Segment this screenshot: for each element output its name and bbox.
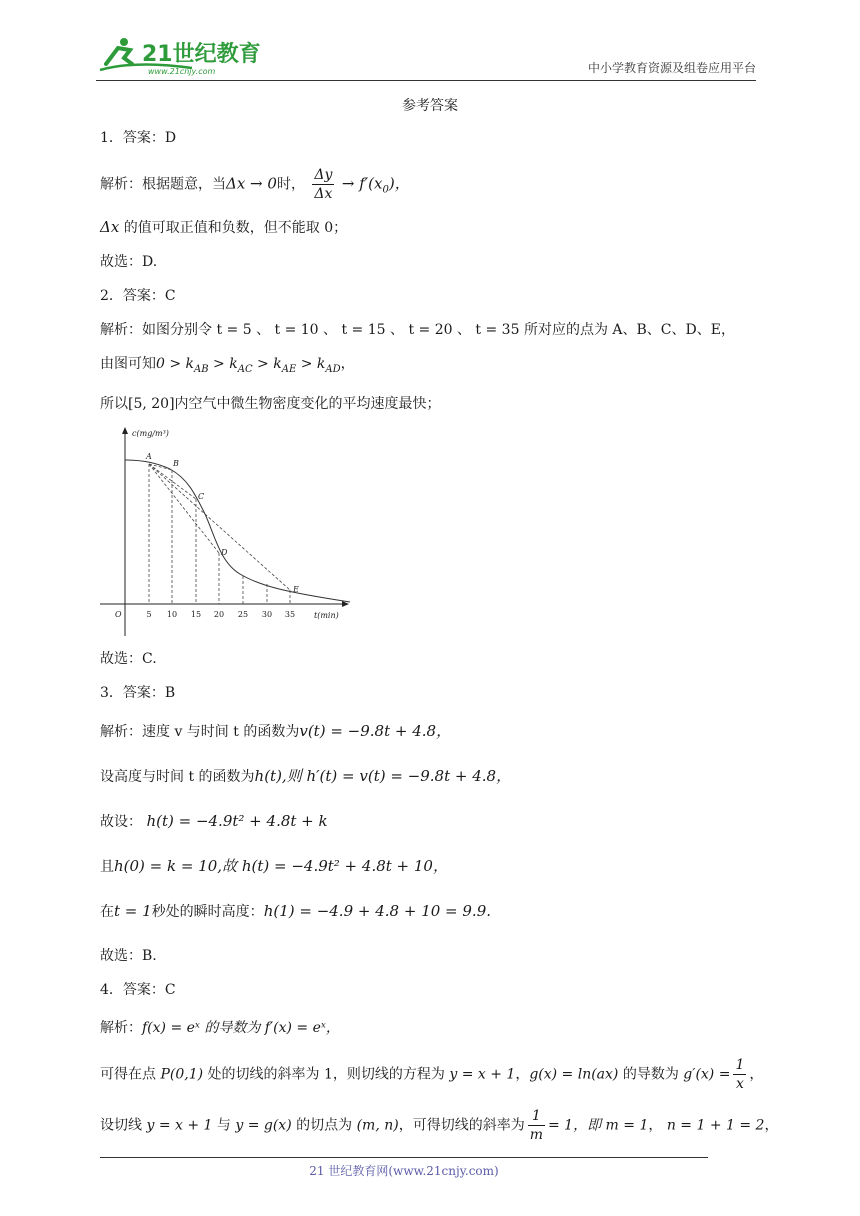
logo: [96, 34, 266, 76]
point-label: E: [293, 584, 299, 594]
q1-analysis-line1: 解析：根据题意，当Δx → 0时， $\frac{\Delta y}{\Delta x}$ → $f'(x_0)$，: [100, 167, 410, 202]
x-axis-label: t(min): [314, 610, 339, 620]
q4-analysis-line2: 可得在点 P(0,1) 处的切线的斜率为 1，则切线的方程为 y = x + 1，g(x) = ln(ax) 的导数为 g′(x) = $\frac{1}{x}$ ，: [100, 1056, 764, 1092]
q1-analysis-line2: Δx 的值可取正值和负数，但不能取 0；: [100, 218, 348, 236]
q3-choose: 故选：B.: [100, 947, 157, 964]
origin-label: O: [115, 609, 122, 619]
page-footer: 21 世纪教育网(www.21cnjy.com): [100, 1157, 708, 1179]
header-platform-text: 中小学教育资源及组卷应用平台: [587, 61, 756, 75]
point-label: D: [221, 547, 228, 557]
page-header: [96, 30, 756, 81]
density-time-graph: [100, 424, 360, 639]
tick-label: 5: [146, 609, 152, 619]
q1-frac-den: Δx: [314, 186, 333, 202]
q1-choose: 故选：D.: [100, 254, 158, 270]
point-label: B: [173, 458, 179, 468]
q4-analysis-line1: 解析：f(x) = eˣ 的导数为 f′(x) = eˣ，: [100, 1019, 340, 1036]
q3-analysis-line5: 在t = 1秒处的瞬时高度：h(1) = −4.9 + 4.8 + 10 = 9.9.: [100, 901, 492, 920]
page-title: 参考答案: [402, 98, 458, 114]
q2-answer: 2．答案：C: [100, 288, 176, 304]
q1-frac-num: Δy: [314, 167, 333, 183]
q2-figure: [100, 424, 360, 639]
point-label: A: [146, 451, 152, 461]
tick-label: 15: [190, 609, 202, 619]
q2-analysis-line2: 由图可知$0 > k_{AB} > k_{AC} > k_{AE} > k_{AD}$，: [100, 356, 355, 375]
tick-label: 25: [237, 609, 249, 619]
q2-choose: 故选：C.: [100, 650, 157, 667]
svg-text:21世纪教育: 21世纪教育: [142, 42, 261, 67]
tick-label: 10: [166, 609, 178, 619]
q1-answer: 1．答案：D: [100, 130, 177, 146]
tick-label: 30: [261, 609, 273, 619]
y-axis-label: c(mg/m³): [132, 428, 169, 438]
q4-analysis-line3: 设切线 y = x + 1 与 y = g(x) 的切点为 (m, n)，可得切线的斜率为 $\frac{1}{m}$ = 1，即 m = 1， n = 1 + 1 = 2，: [100, 1107, 779, 1143]
svg-text:www.21cnjy.com: www.21cnjy.com: [148, 67, 216, 76]
q3-analysis-line2: 设高度与时间 t 的函数为h(t),则 h′(t) = v(t) = −9.8t + 4.8，: [100, 766, 512, 785]
q3-analysis-line3: 故设： h(t) = −4.9t² + 4.8t + k: [100, 811, 328, 830]
logo-icon: [96, 34, 266, 76]
answer-content: [100, 96, 779, 1144]
q3-analysis-line4: 且h(0) = k = 10,故 h(t) = −4.9t² + 4.8t + 10，: [100, 856, 448, 875]
q3-analysis-line1: 解析：速度 v 与时间 t 的函数为v(t) = −9.8t + 4.8，: [100, 721, 452, 740]
tick-label: 20: [213, 609, 225, 619]
q2-analysis-line3: 所以[5, 20]内空气中微生物密度变化的平均速度最快；: [100, 395, 441, 412]
q4-answer: 4．答案：C: [100, 981, 176, 998]
point-label: C: [198, 491, 205, 501]
density-curve: [125, 460, 350, 602]
q2-analysis-line1: 解析：如图分别令 t = 5 、 t = 10 、 t = 15 、 t = 20 、 t = 35 所对应的点为 A、B、C、D、E，: [100, 322, 735, 338]
q3-answer: 3．答案：B: [100, 684, 176, 701]
tick-label: 35: [284, 609, 296, 619]
